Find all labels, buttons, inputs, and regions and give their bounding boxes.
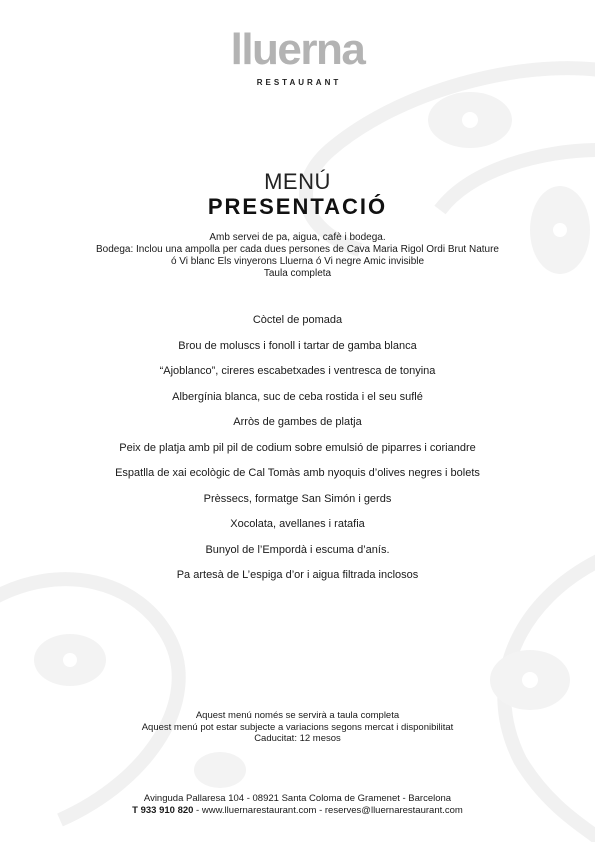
footer-contact-line — [0, 805, 595, 817]
course-item: Peix de platja amb pil pil de codium sobre emulsió de piparres i coriandre — [119, 441, 476, 454]
course-item: Arròs de gambes de platja — [233, 416, 362, 428]
footer-phone: T 933 910 820 — [132, 805, 194, 816]
note-line: Aquest menú pot estar subjecte a variacions segons mercat i disponibilitat — [141, 721, 454, 733]
course-item: Espatlla de xai ecològic de Cal Tomàs amb nyoquis d’olives negres i bolets — [115, 467, 480, 479]
course-item: Xocolata, avellanes i ratafia — [230, 518, 365, 530]
logo-subtitle: RESTAURANT — [256, 78, 342, 87]
intro-line: Bodega: Inclou una ampolla per cada dues persones de Cava Maria Rigol Ordi Brut Nature — [95, 244, 499, 255]
course-item: Prèssecs, formatge San Simón i gerds — [203, 492, 392, 505]
menu-notes — [0, 710, 595, 745]
course-item: Albergínia blanca, suc de ceba rostida i el seu suflé — [172, 390, 423, 403]
course-item: Bunyol de l’Empordà i escuma d’anís. — [205, 543, 390, 556]
course-item: Còctel de pomada — [252, 314, 343, 326]
restaurant-logo — [0, 26, 595, 87]
note-line: Aquest menú només se servirà a taula completa — [195, 710, 400, 721]
footer — [0, 793, 595, 817]
course-item: “Ajoblanco”, cireres escabetxades i ventresca de tonyina — [159, 365, 436, 377]
note-line: Caducitat: 12 mesos — [254, 733, 341, 744]
intro-line: Taula completa — [263, 268, 332, 279]
footer-web-email: - www.lluernarestaurant.com - reserves@lluernarestaurant.com — [193, 805, 463, 816]
intro-line: ó Vi blanc Els vinyerons Lluerna ó Vi negre Amic invisible — [170, 256, 425, 267]
course-item: Brou de moluscs i fonoll i tartar de gamba blanca — [178, 339, 417, 352]
course-list — [0, 314, 595, 595]
logo-wordmark: lluerna — [230, 25, 365, 74]
menu-title-line2: PRESENTACIÓ — [207, 194, 388, 219]
footer-address: Avinguda Pallaresa 104 - 08921 Santa Coloma de Gramenet - Barcelona — [143, 793, 452, 804]
menu-title — [0, 170, 595, 220]
menu-title-line1: MENÚ — [264, 169, 331, 194]
course-item: Pa artesà de L’espiga d’or i aigua filtrada inclosos — [176, 569, 419, 581]
menu-intro — [0, 232, 595, 280]
intro-line: Amb servei de pa, aigua, cafè i bodega. — [209, 232, 386, 243]
